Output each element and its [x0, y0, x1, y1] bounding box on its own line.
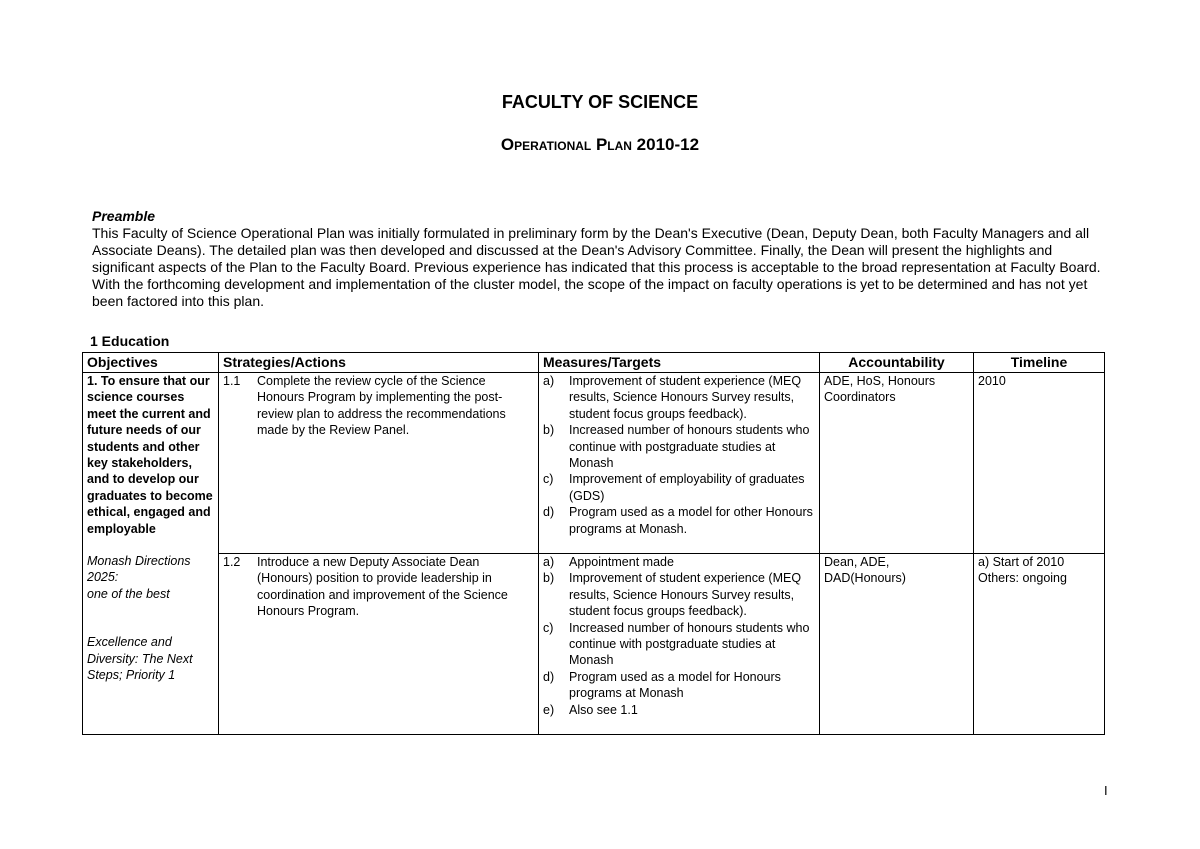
header-measures: Measures/Targets — [539, 353, 820, 373]
table-row — [83, 373, 1105, 554]
accountability-cell: Dean, ADE, DAD(Honours) — [820, 554, 974, 735]
section-heading: 1 Education — [90, 333, 170, 349]
list-item: a) Appointment made — [543, 555, 674, 569]
list-item: b) Improvement of student experience (MEQ results, Science Honours Survey results, student focus groups feedback). — [543, 571, 802, 619]
list-item: b) Increased number of honours students who continue with postgraduate studies at Monash — [543, 423, 810, 471]
preamble-heading: Preamble — [92, 208, 156, 224]
strategy-cell — [219, 373, 539, 554]
header-accountability: Accountability — [820, 353, 974, 373]
accountability-cell: ADE, HoS, Honours Coordinators — [820, 373, 974, 554]
table-header-row — [83, 353, 1105, 373]
list-item: a) Improvement of student experience (MEQ results, Science Honours Survey results, student focus groups feedback). — [543, 374, 802, 421]
timeline-text: a) Start of 2010 Others: ongoing — [978, 555, 1067, 586]
header-objectives: Objectives — [83, 353, 219, 373]
header-timeline: Timeline — [974, 353, 1105, 373]
page-number: I — [1104, 783, 1108, 798]
timeline-cell: 2010 — [974, 373, 1105, 554]
measures-cell — [539, 373, 820, 554]
strategy-cell — [219, 554, 539, 735]
timeline-cell — [974, 554, 1105, 735]
strategy-text: Complete the review cycle of the Science Honours Program by implementing the post-review plan to address the recommendations made by the Review Panel. — [257, 374, 506, 438]
list-item: c) Increased number of honours students who continue with postgraduate studies at Monash — [543, 620, 810, 668]
objective-ref-excellence: Excellence and Diversity: The Next Steps; Priority 1 — [87, 635, 193, 683]
header-strategies: Strategies/Actions — [219, 353, 539, 373]
strategy-number: 1.2 — [223, 555, 241, 569]
objective-ref-best: one of the best — [87, 586, 170, 601]
operational-plan-table — [82, 352, 1105, 735]
strategy-text: Introduce a new Deputy Associate Dean (Honours) position to provide leadership in coordination and improvement of the Science Honours Program. — [257, 555, 508, 619]
list-item: e) Also see 1.1 — [543, 702, 638, 717]
document-title: FACULTY OF SCIENCE — [501, 92, 699, 112]
table-row — [83, 554, 1105, 735]
measures-cell — [539, 554, 820, 735]
objective-text: 1. To ensure that our science courses meet the current and future needs of our students and other key stakeholders, and to develop our graduates to become ethical, engaged and employable — [87, 374, 213, 536]
strategy-number: 1.1 — [223, 374, 241, 388]
objective-ref-directions: Monash Directions 2025: — [87, 554, 191, 585]
list-item: d) Program used as a model for Honours programs at Monash — [543, 669, 781, 701]
objective-cell — [83, 373, 219, 735]
list-item: d) Program used as a model for other Honours programs at Monash. — [543, 505, 813, 536]
document-subtitle: Operational Plan 2010-12 — [500, 135, 700, 154]
list-item: c) Improvement of employability of graduates (GDS) — [543, 472, 805, 503]
preamble-text: This Faculty of Science Operational Plan was initially formulated in preliminary form by the Dean's Executive (Dean, Deputy Dean, both Faculty Managers and all Associate Deans). The detailed plan was then developed and discussed at the Dean's Advisory Committee. Finally, the Dean will present the highlights and significant aspects of the Plan to the Faculty Board. Previous experience has indicated that this process is acceptable to the broad representation at Faculty Board. With the forthcoming development and implementation of the cluster model, the scope of the impact on faculty operations is yet to be determined and has not yet been factored into this plan. — [92, 225, 1101, 309]
